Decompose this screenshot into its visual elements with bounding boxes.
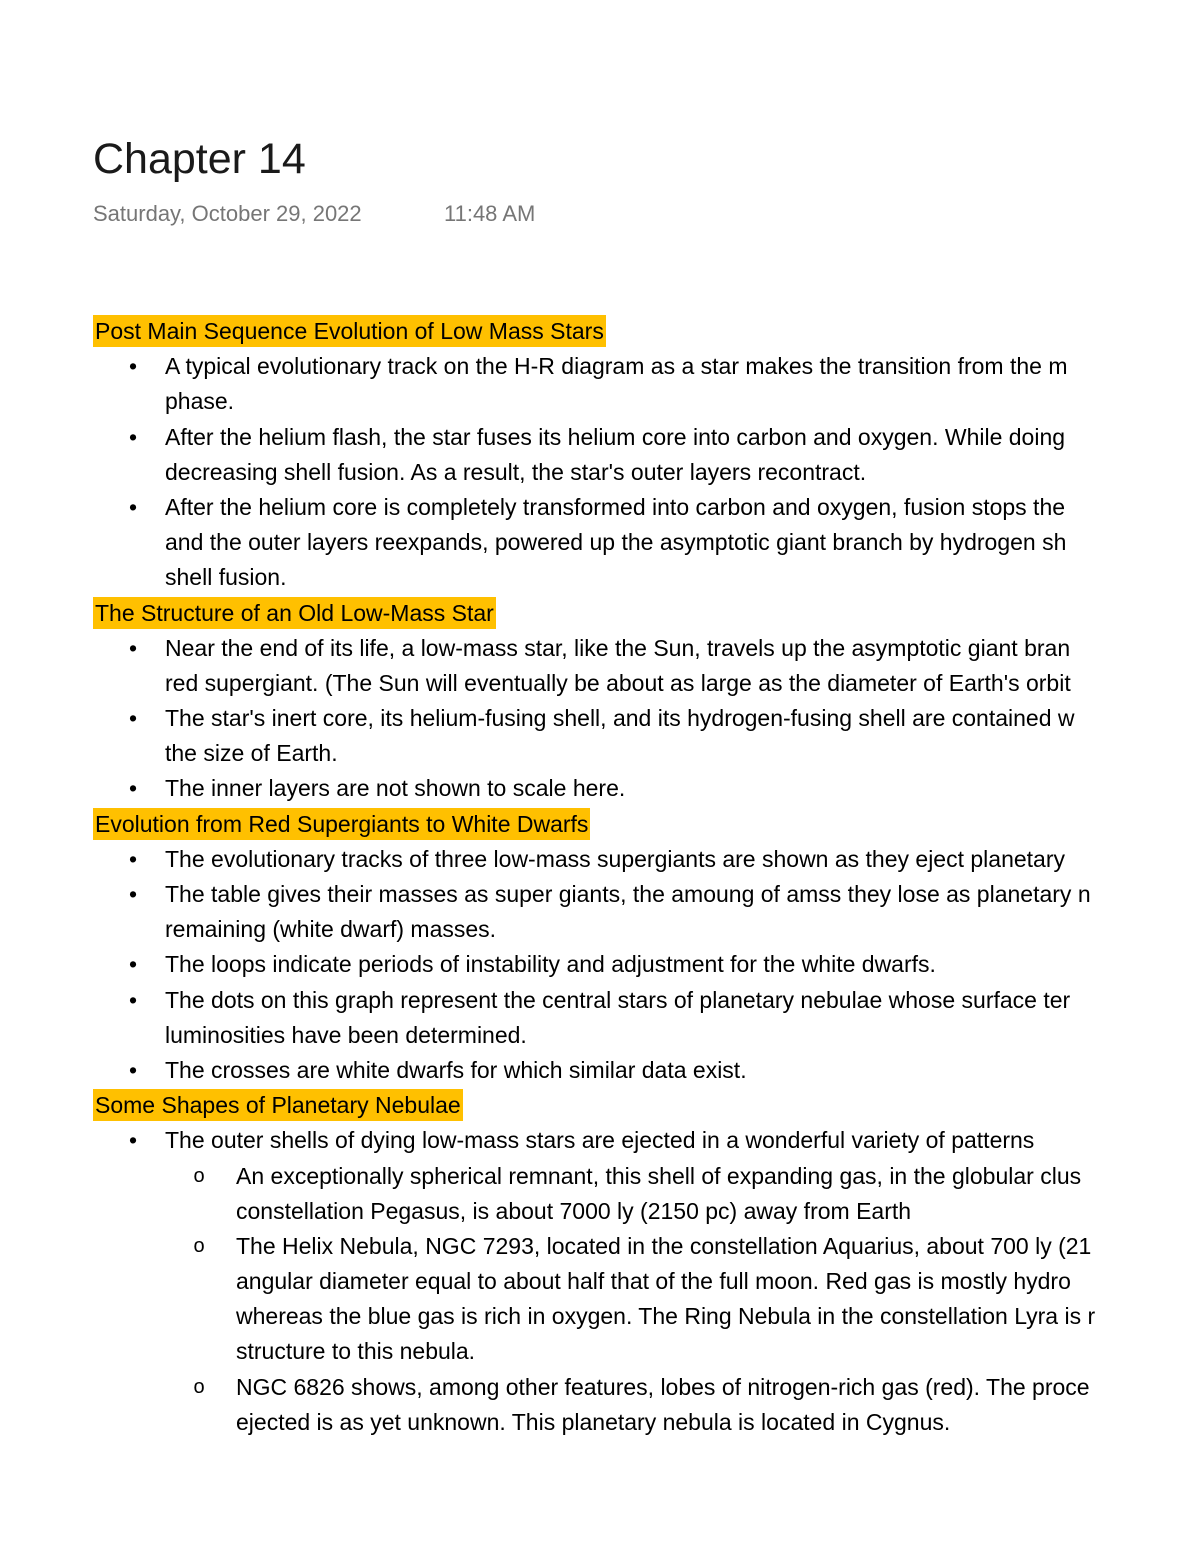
line-text: The Helix Nebula, NGC 7293, located in the constellation Aquarius, about 700 ly (21 [236,1232,1092,1259]
line-text: Near the end of its life, a low-mass star, like the Sun, travels up the asymptotic giant bran [165,634,1071,661]
section-heading-line [93,807,1200,842]
bullet-icon: • [128,634,138,661]
bullet-line [93,877,1200,912]
line-text: A typical evolutionary track on the H-R diagram as a star makes the transition from the m [165,353,1068,380]
bullet-line [93,666,1200,701]
bullet-icon: • [128,845,138,872]
line-text: the size of Earth. [165,740,338,767]
bullet-icon: • [128,353,138,380]
sub-bullet-line [93,1194,1200,1229]
line-text: and the outer layers reexpands, powered up the asymptotic giant branch by hydrogen sh [165,529,1067,556]
bullet-icon: • [128,1127,138,1154]
bullet-line [93,420,1200,455]
section-heading: Some Shapes of Planetary Nebulae [93,1089,463,1121]
line-text: The loops indicate periods of instability and adjustment for the white dwarfs. [165,951,936,978]
bullet-line [93,1123,1200,1158]
hollow-bullet-icon: o [193,1375,205,1398]
sub-bullet-line [93,1264,1200,1299]
line-text: After the helium core is completely transformed into carbon and oxygen, fusion stops the [165,493,1066,520]
note-body [93,314,1200,1440]
bullet-line [93,525,1200,560]
section-heading: Post Main Sequence Evolution of Low Mass Stars [93,315,606,347]
bullet-line [93,349,1200,384]
sub-bullet-line [93,1299,1200,1334]
bullet-line [93,701,1200,736]
line-text: phase. [165,388,235,415]
sub-bullet-line [93,1229,1200,1264]
sub-bullet-line [93,1334,1200,1369]
bullet-line [93,490,1200,525]
bullet-line [93,384,1200,419]
bullet-line [93,912,1200,947]
sub-bullet-line [93,1370,1200,1405]
bullet-line [93,983,1200,1018]
bullet-line [93,1053,1200,1088]
line-text: angular diameter equal to about half that of the full moon. Red gas is mostly hydro [236,1268,1071,1295]
line-text: After the helium flash, the star fuses its helium core into carbon and oxygen. While doing [165,423,1066,450]
line-text: whereas the blue gas is rich in oxygen. The Ring Nebula in the constellation Lyra is r [236,1303,1096,1330]
section-heading: Evolution from Red Supergiants to White Dwarfs [93,808,590,840]
bullet-line [93,842,1200,877]
bullet-line [93,631,1200,666]
hollow-bullet-icon: o [193,1234,205,1257]
bullet-line [93,736,1200,771]
page-time: 11:48 AM [444,201,536,226]
page-date: Saturday, October 29, 2022 [93,201,362,226]
line-text: remaining (white dwarf) masses. [165,916,497,943]
bullet-icon: • [128,986,138,1013]
line-text: shell fusion. [165,564,287,591]
bullet-line [93,771,1200,806]
line-text: structure to this nebula. [236,1338,476,1365]
section-heading-line [93,1088,1200,1123]
bullet-icon: • [128,493,138,520]
bullet-line [93,560,1200,595]
line-text: The evolutionary tracks of three low-mass supergiants are shown as they eject planetary [165,845,1065,872]
bullet-icon: • [128,705,138,732]
line-text: The inner layers are not shown to scale here. [165,775,626,802]
line-text: The dots on this graph represent the central stars of planetary nebulae whose surface ter [165,986,1071,1013]
sub-bullet-line [93,1159,1200,1194]
bullet-icon: • [128,951,138,978]
bullet-icon: • [128,423,138,450]
bullet-icon: • [128,881,138,907]
section-heading-line [93,596,1200,631]
bullet-icon: • [128,775,138,802]
line-text: decreasing shell fusion. As a result, the star's outer layers recontract. [165,458,867,485]
line-text: The crosses are white dwarfs for which similar data exist. [165,1056,747,1083]
line-text: The outer shells of dying low-mass stars are ejected in a wonderful variety of patterns [165,1127,1035,1154]
line-text: ejected is as yet unknown. This planetary nebula is located in Cygnus. [236,1408,951,1435]
bullet-line [93,947,1200,982]
bullet-line [93,455,1200,490]
page-title: Chapter 14 [93,135,306,183]
line-text: constellation Pegasus, is about 7000 ly (2150 pc) away from Earth [236,1197,912,1224]
line-text: red supergiant. (The Sun will eventually be about as large as the diameter of Earth's orbit [165,669,1071,696]
sub-bullet-line [93,1405,1200,1440]
hollow-bullet-icon: o [193,1164,205,1187]
bullet-line [93,1018,1200,1053]
line-text: The star's inert core, its helium-fusing shell, and its hydrogen-fusing shell are contained w [165,705,1075,732]
section-heading: The Structure of an Old Low-Mass Star [93,597,496,629]
section-heading-line [93,314,1200,349]
line-text: luminosities have been determined. [165,1021,527,1048]
bullet-icon: • [128,1056,138,1083]
line-text: An exceptionally spherical remnant, this shell of expanding gas, in the globular clus [236,1162,1082,1189]
line-text: NGC 6826 shows, among other features, lobes of nitrogen-rich gas (red). The proce [236,1373,1090,1400]
line-text: The table gives their masses as super giants, the amoung of amss they lose as planetary n [165,881,1091,907]
